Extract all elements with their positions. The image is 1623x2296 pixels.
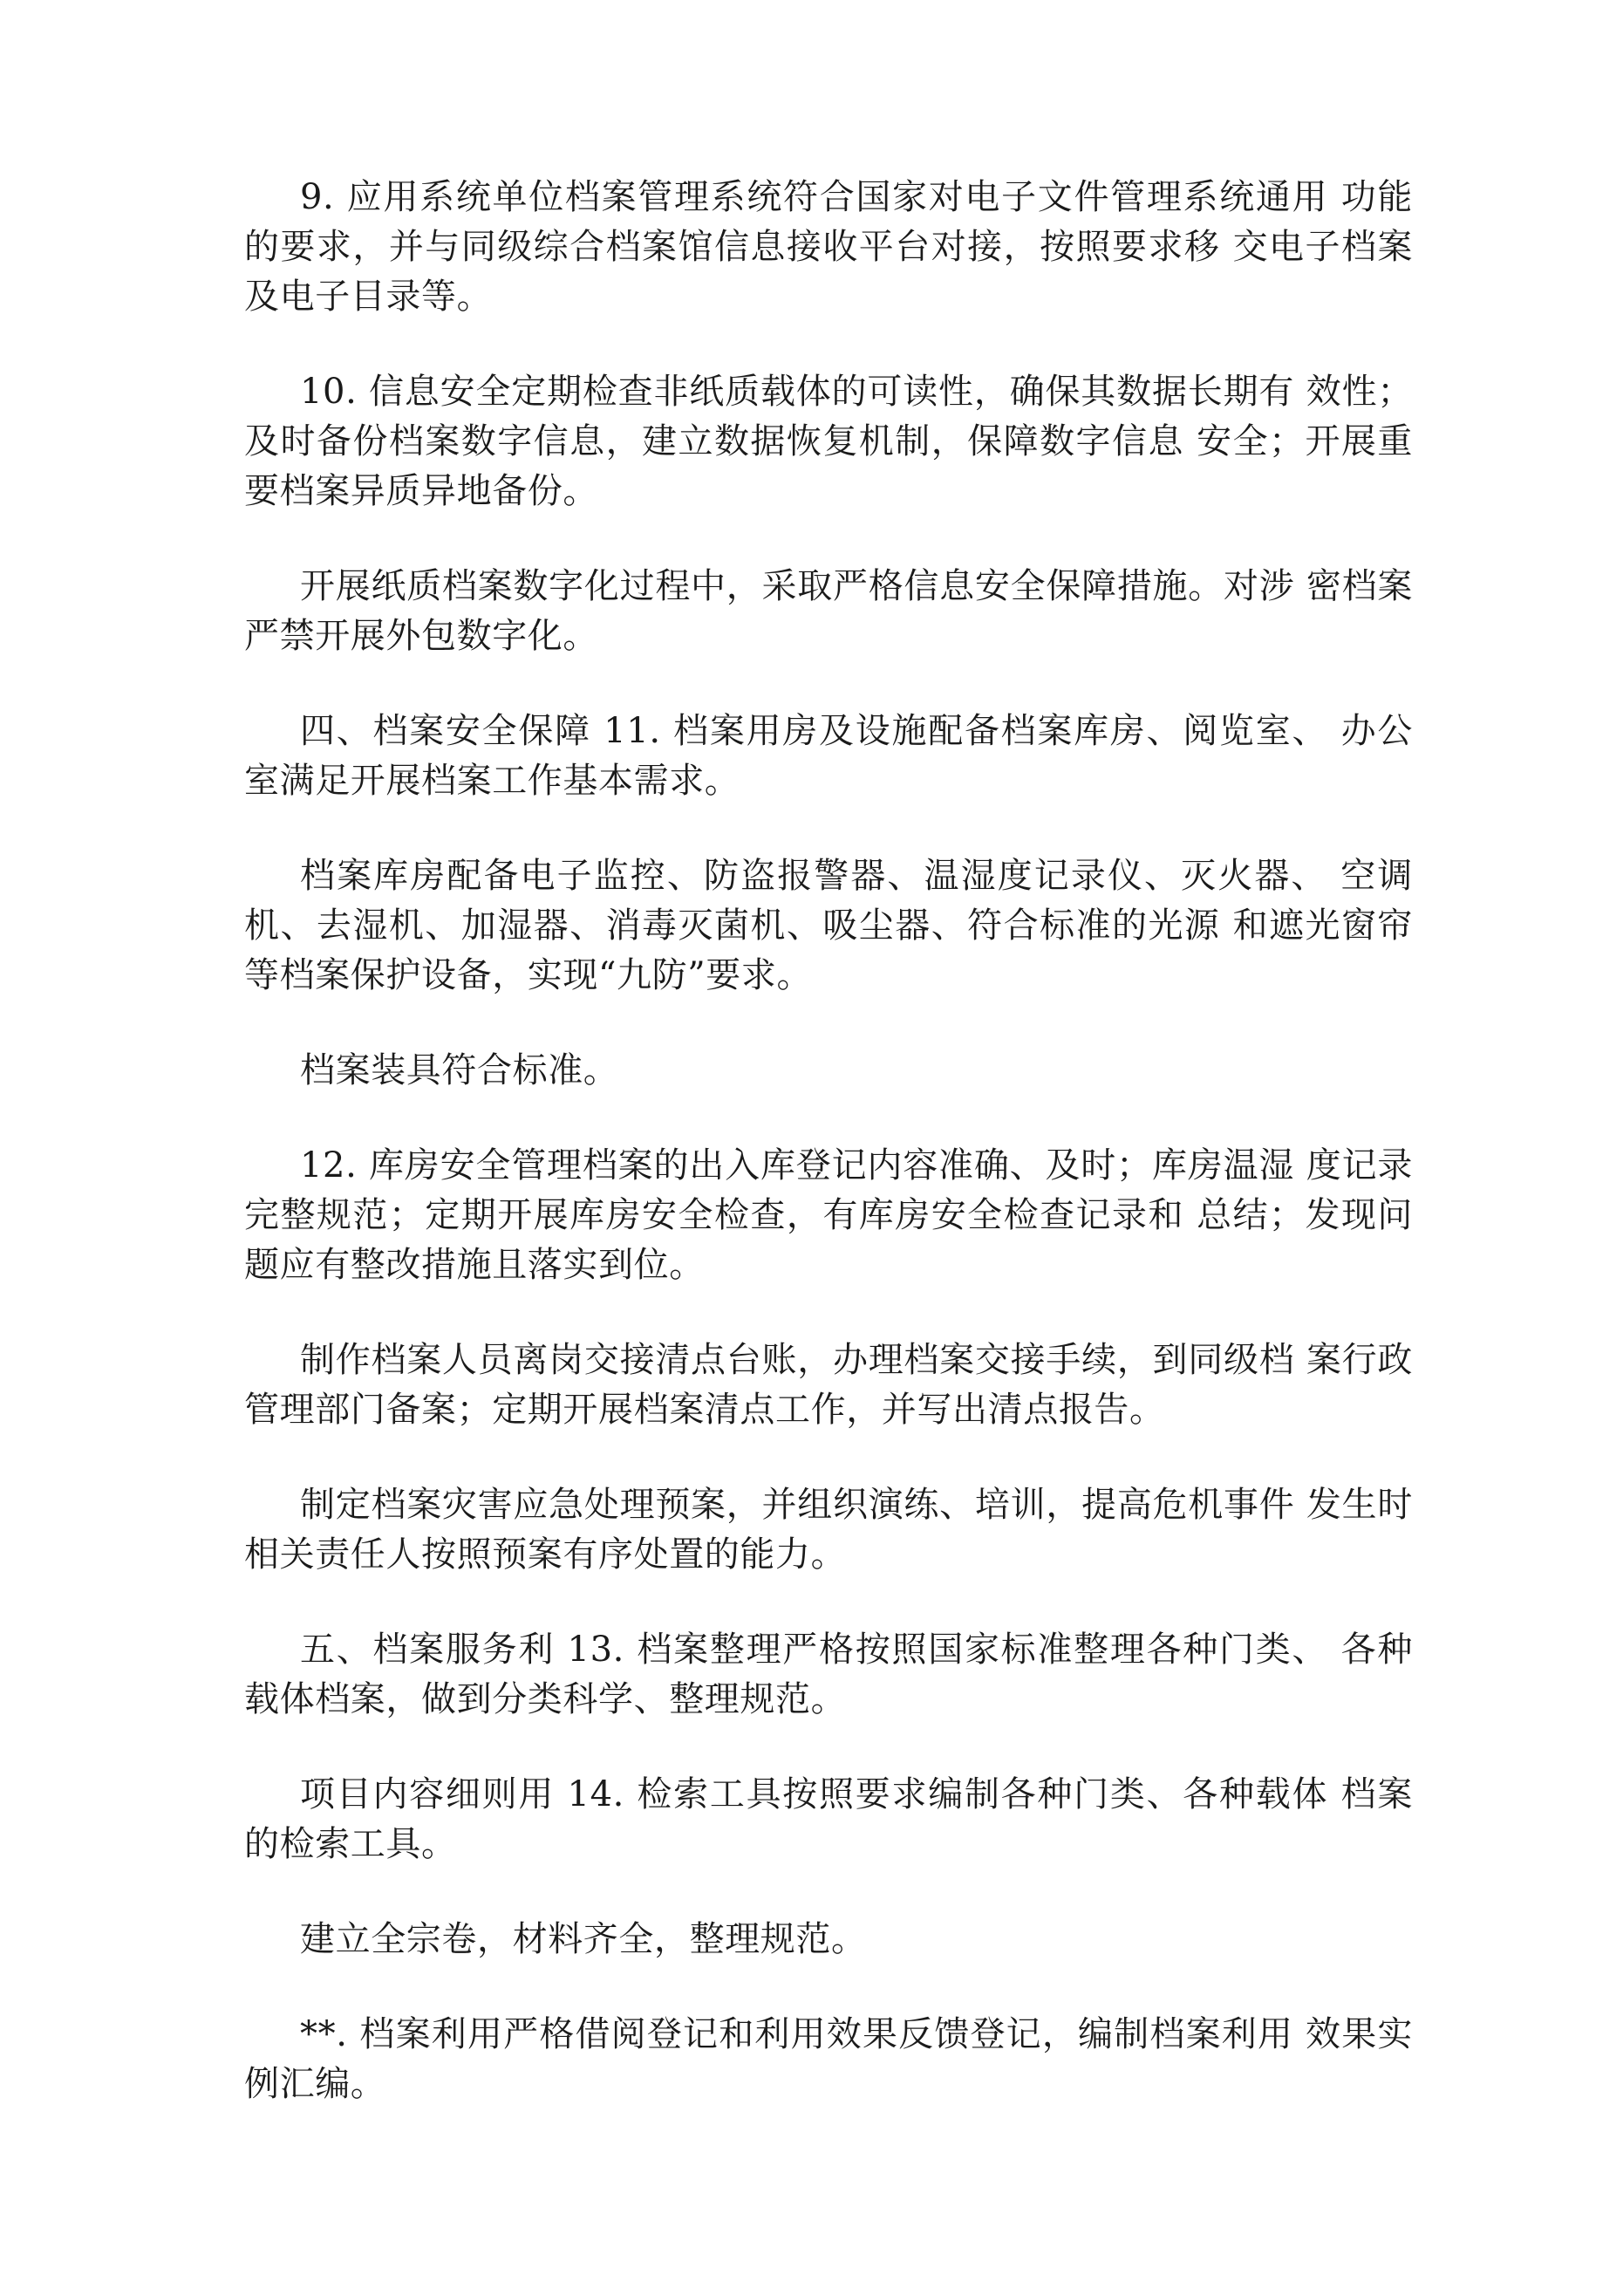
paragraph-14-retrieval-tools: 项目内容细则用 14. 检索工具按照要求编制各种门类、各种载体 档案的检索工具。 bbox=[244, 1774, 1413, 1864]
paragraph-storage-equipment: 档案库房配备电子监控、防盗报警器、温湿度记录仪、灭火器、 空调机、去湿机、加湿器、消毒灭菌机、吸尘器、符合标准的光源 和遮光窗帘等档案保护设备，实现“九防”要求。 bbox=[244, 856, 1413, 995]
paragraph-5-archive-service-13-organization: 五、档案服务利 13. 档案整理严格按照国家标准整理各种门类、 各种载体档案，做到分类科学、整理规范。 bbox=[244, 1630, 1413, 1719]
paragraph-archive-utilization: **. 档案利用严格借阅登记和利用效果反馈登记，编制档案利用 效果实例汇编。 bbox=[244, 2014, 1413, 2104]
paragraph-9-application-system: 9. 应用系统单位档案管理系统符合国家对电子文件管理系统通用 功能的要求，并与同级综合档案馆信息接收平台对接，按照要求移 交电子档案及电子目录等。 bbox=[244, 177, 1413, 317]
paragraph-12-storage-safety: 12. 库房安全管理档案的出入库登记内容准确、及时；库房温湿 度记录完整规范；定期开展库房安全检查，有库房安全检查记录和 总结；发现问题应有整改措施且落实到位。 bbox=[244, 1145, 1413, 1285]
paragraph-10-information-security: 10. 信息安全定期检查非纸质载体的可读性，确保其数据长期有 效性；及时备份档案数字信息，建立数据恢复机制，保障数字信息 安全；开展重要档案异质异地备份。 bbox=[244, 372, 1413, 511]
paragraph-equipment-standard: 档案装具符合标准。 bbox=[300, 1050, 619, 1090]
paragraph-handover-inventory: 制作档案人员离岗交接清点台账，办理档案交接手续，到同级档 案行政管理部门备案；定期开展档案清点工作，并写出清点报告。 bbox=[244, 1340, 1413, 1430]
paragraph-fonds-volume: 建立全宗卷，材料齐全，整理规范。 bbox=[300, 1919, 867, 1959]
paragraph-4-archive-safety-11-rooms: 四、档案安全保障 11. 档案用房及设施配备档案库房、阅览室、 办公室满足开展档案工作基本需求。 bbox=[244, 711, 1413, 801]
document-body bbox=[244, 173, 1413, 2109]
paragraph-digitization-security: 开展纸质档案数字化过程中，采取严格信息安全保障措施。对涉 密档案严禁开展外包数字化。 bbox=[244, 566, 1413, 656]
paragraph-emergency-plan: 制定档案灾害应急处理预案，并组织演练、培训，提高危机事件 发生时相关责任人按照预案有序处置的能力。 bbox=[244, 1485, 1413, 1575]
